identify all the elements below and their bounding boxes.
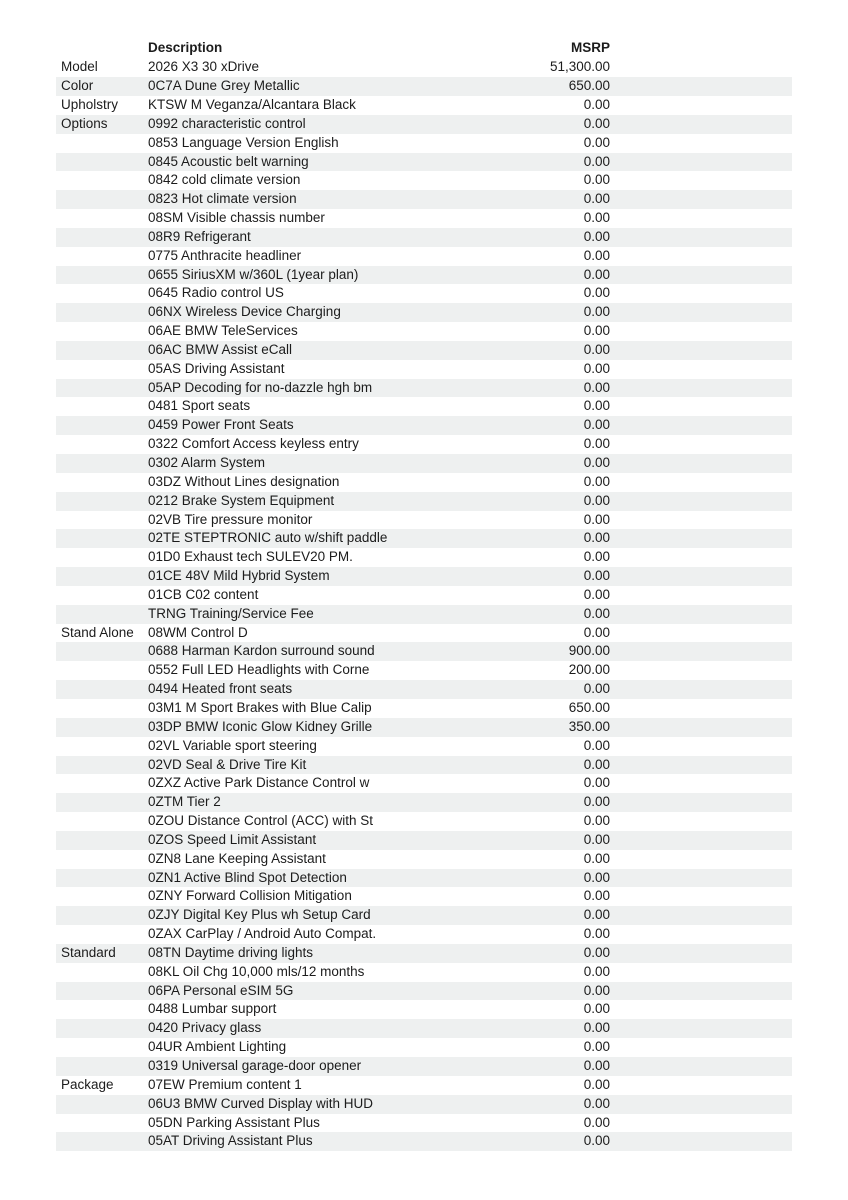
msrp-cell: 0.00	[583, 756, 610, 772]
table-row	[56, 548, 792, 567]
msrp-cell: 51,300.00	[549, 59, 610, 75]
table-row	[56, 360, 792, 379]
description-cell: 03DP BMW Iconic Glow Kidney Grille	[148, 718, 373, 734]
category-cell: Standard	[61, 944, 116, 960]
table-row	[56, 699, 792, 718]
description-cell: 0823 Hot climate version	[148, 191, 297, 207]
msrp-cell: 0.00	[583, 134, 610, 150]
msrp-cell: 0.00	[583, 492, 610, 508]
table-row	[56, 492, 792, 511]
description-cell: 06AC BMW Assist eCall	[148, 341, 293, 357]
msrp-cell: 0.00	[583, 360, 610, 376]
table-row	[56, 228, 792, 247]
msrp-cell: 0.00	[583, 888, 610, 904]
table-row	[56, 1019, 792, 1038]
msrp-cell: 0.00	[583, 398, 610, 414]
table-row	[56, 379, 792, 398]
msrp-cell: 650.00	[568, 699, 610, 715]
msrp-cell: 650.00	[568, 78, 610, 94]
category-cell: Model	[61, 59, 98, 75]
table-row	[56, 284, 792, 303]
description-cell: 08R9 Refrigerant	[148, 228, 251, 244]
description-cell: 0ZXZ Active Park Distance Control w	[148, 775, 370, 791]
description-cell: 02VD Seal & Drive Tire Kit	[148, 756, 307, 772]
msrp-cell: 0.00	[583, 813, 610, 829]
msrp-cell: 0.00	[583, 681, 610, 697]
header-description-cell: Description	[148, 40, 223, 56]
msrp-cell: 0.00	[583, 247, 610, 263]
description-cell: 0853 Language Version English	[148, 134, 339, 150]
table-row	[56, 982, 792, 1001]
msrp-cell: 0.00	[583, 794, 610, 810]
description-cell: 08TN Daytime driving lights	[148, 944, 314, 960]
description-cell: 06AE BMW TeleServices	[148, 323, 298, 339]
table-row	[56, 171, 792, 190]
description-cell: 04UR Ambient Lighting	[148, 1039, 287, 1055]
table-row	[56, 605, 792, 624]
msrp-cell: 0.00	[583, 473, 610, 489]
msrp-cell: 0.00	[583, 1020, 610, 1036]
description-cell: 06U3 BMW Curved Display with HUD	[148, 1095, 374, 1111]
table-row	[56, 529, 792, 548]
table-row	[56, 737, 792, 756]
msrp-cell: 0.00	[583, 1095, 610, 1111]
table-row	[56, 153, 792, 172]
table-row	[56, 661, 792, 680]
description-cell: 05AP Decoding for no-dazzle hgh bm	[148, 379, 373, 395]
table-row	[56, 266, 792, 285]
description-cell: 0ZOS Speed Limit Assistant	[148, 831, 317, 847]
table-row	[56, 209, 792, 228]
table-row	[56, 831, 792, 850]
description-cell: 0488 Lumbar support	[148, 1001, 277, 1017]
table-row	[56, 77, 792, 96]
header-msrp-cell: MSRP	[570, 40, 610, 56]
description-cell: 01D0 Exhaust tech SULEV20 PM.	[148, 549, 353, 565]
table-row	[56, 435, 792, 454]
msrp-cell: 0.00	[583, 115, 610, 131]
table-row	[56, 680, 792, 699]
category-cell: Package	[61, 1076, 114, 1092]
description-cell: 03M1 M Sport Brakes with Blue Calip	[148, 699, 372, 715]
description-cell: 0212 Brake System Equipment	[148, 492, 335, 508]
msrp-cell: 0.00	[583, 549, 610, 565]
msrp-cell: 350.00	[568, 718, 610, 734]
msrp-cell: 0.00	[583, 341, 610, 357]
msrp-cell: 0.00	[583, 1001, 610, 1017]
description-cell: 2026 X3 30 xDrive	[148, 59, 260, 75]
table-row	[56, 322, 792, 341]
description-cell: 03DZ Without Lines designation	[148, 473, 340, 489]
msrp-cell: 200.00	[568, 662, 610, 678]
msrp-cell: 0.00	[583, 1058, 610, 1074]
description-cell: 07EW Premium content 1	[148, 1076, 302, 1092]
table-body	[56, 58, 792, 1151]
msrp-cell: 0.00	[583, 586, 610, 602]
table-row	[56, 1038, 792, 1057]
description-cell: 0494 Heated front seats	[148, 681, 293, 697]
description-cell: 08KL Oil Chg 10,000 mls/12 months	[148, 963, 365, 979]
msrp-cell: 0.00	[583, 153, 610, 169]
msrp-cell: 0.00	[583, 850, 610, 866]
table-row	[56, 1095, 792, 1114]
msrp-cell: 0.00	[583, 869, 610, 885]
description-cell: 08WM Control D	[148, 624, 248, 640]
description-cell: 0319 Universal garage-door opener	[148, 1058, 362, 1074]
description-cell: 0ZNY Forward Collision Mitigation	[148, 888, 352, 904]
table-row	[56, 58, 792, 77]
description-cell: 0ZTM Tier 2	[148, 794, 221, 810]
msrp-cell: 0.00	[583, 511, 610, 527]
description-cell: 06NX Wireless Device Charging	[148, 304, 341, 320]
table-row	[56, 624, 792, 643]
description-cell: 0688 Harman Kardon surround sound	[148, 643, 375, 659]
msrp-cell: 0.00	[583, 228, 610, 244]
description-cell: 02VB Tire pressure monitor	[148, 511, 313, 527]
description-cell: 01CE 48V Mild Hybrid System	[148, 568, 330, 584]
description-cell: 0481 Sport seats	[148, 398, 251, 414]
msrp-cell: 0.00	[583, 982, 610, 998]
msrp-cell: 0.00	[583, 417, 610, 433]
description-cell: KTSW M Veganza/Alcantara Black	[148, 96, 356, 112]
table-row	[56, 96, 792, 115]
msrp-cell: 0.00	[583, 436, 610, 452]
description-cell: 0842 cold climate version	[148, 172, 301, 188]
description-cell: 0302 Alarm System	[148, 455, 266, 471]
table-row	[56, 1114, 792, 1133]
category-cell: Color	[61, 78, 94, 94]
table-row	[56, 906, 792, 925]
description-cell: 02VL Variable sport steering	[148, 737, 317, 753]
description-cell: 02TE STEPTRONIC auto w/shift paddle	[148, 530, 388, 546]
description-cell: 0ZN8 Lane Keeping Assistant	[148, 850, 326, 866]
table-row	[56, 944, 792, 963]
table-row	[56, 812, 792, 831]
msrp-cell: 0.00	[583, 926, 610, 942]
msrp-cell: 0.00	[583, 530, 610, 546]
description-cell: TRNG Training/Service Fee	[148, 605, 314, 621]
msrp-cell: 0.00	[583, 96, 610, 112]
description-cell: 0ZOU Distance Control (ACC) with St	[148, 813, 374, 829]
msrp-cell: 0.00	[583, 1133, 610, 1149]
table-row	[56, 887, 792, 906]
description-cell: 08SM Visible chassis number	[148, 210, 325, 226]
msrp-cell: 0.00	[583, 624, 610, 640]
msrp-cell: 0.00	[583, 1039, 610, 1055]
table-row	[56, 341, 792, 360]
table-row	[56, 586, 792, 605]
table-row	[56, 1076, 792, 1095]
msrp-cell: 0.00	[583, 737, 610, 753]
table-row	[56, 718, 792, 737]
table-row	[56, 756, 792, 775]
table-header-row	[56, 39, 792, 58]
table-row	[56, 869, 792, 888]
description-cell: 0459 Power Front Seats	[148, 417, 294, 433]
table-row	[56, 115, 792, 134]
msrp-cell: 0.00	[583, 210, 610, 226]
table-row	[56, 473, 792, 492]
table-row	[56, 511, 792, 530]
msrp-cell: 0.00	[583, 379, 610, 395]
table-row	[56, 416, 792, 435]
category-cell: Stand Alone	[61, 624, 134, 640]
table-row	[56, 397, 792, 416]
description-cell: 0322 Comfort Access keyless entry	[148, 436, 359, 452]
category-cell: Options	[61, 115, 108, 131]
table-row	[56, 1132, 792, 1151]
table-row	[56, 1057, 792, 1076]
category-cell: Upholstry	[61, 96, 119, 112]
description-cell: 0ZAX CarPlay / Android Auto Compat.	[148, 926, 377, 942]
msrp-cell: 0.00	[583, 605, 610, 621]
description-cell: 0ZN1 Active Blind Spot Detection	[148, 869, 347, 885]
description-cell: 0775 Anthracite headliner	[148, 247, 302, 263]
msrp-cell: 0.00	[583, 963, 610, 979]
description-cell: 05DN Parking Assistant Plus	[148, 1114, 320, 1130]
msrp-cell: 0.00	[583, 455, 610, 471]
msrp-cell: 0.00	[583, 831, 610, 847]
table-row	[56, 642, 792, 661]
table-row	[56, 1000, 792, 1019]
msrp-cell: 0.00	[583, 191, 610, 207]
table-row	[56, 567, 792, 586]
msrp-cell: 0.00	[583, 323, 610, 339]
msrp-cell: 0.00	[583, 172, 610, 188]
table-row	[56, 793, 792, 812]
table-row	[56, 190, 792, 209]
table-row	[56, 247, 792, 266]
table-row	[56, 134, 792, 153]
description-cell: 0645 Radio control US	[148, 285, 284, 301]
msrp-cell: 0.00	[583, 304, 610, 320]
msrp-cell: 0.00	[583, 1076, 610, 1092]
msrp-cell: 0.00	[583, 285, 610, 301]
description-cell: 0ZJY Digital Key Plus wh Setup Card	[148, 907, 371, 923]
description-cell: 0C7A Dune Grey Metallic	[148, 78, 300, 94]
msrp-cell: 0.00	[583, 1114, 610, 1130]
description-cell: 0845 Acoustic belt warning	[148, 153, 309, 169]
description-cell: 0552 Full LED Headlights with Corne	[148, 662, 370, 678]
description-cell: 05AT Driving Assistant Plus	[148, 1133, 313, 1149]
description-cell: 06PA Personal eSIM 5G	[148, 982, 294, 998]
table-row	[56, 850, 792, 869]
table-row	[56, 774, 792, 793]
table-row	[56, 963, 792, 982]
msrp-cell: 0.00	[583, 568, 610, 584]
description-cell: 05AS Driving Assistant	[148, 360, 285, 376]
table-row	[56, 454, 792, 473]
msrp-cell: 0.00	[583, 944, 610, 960]
msrp-cell: 0.00	[583, 266, 610, 282]
description-cell: 0655 SiriusXM w/360L (1year plan)	[148, 266, 359, 282]
msrp-cell: 900.00	[568, 643, 610, 659]
description-cell: 01CB C02 content	[148, 586, 259, 602]
table-row	[56, 303, 792, 322]
vehicle-pricing-table	[56, 39, 792, 1151]
description-cell: 0992 characteristic control	[148, 115, 306, 131]
msrp-cell: 0.00	[583, 907, 610, 923]
msrp-cell: 0.00	[583, 775, 610, 791]
table-row	[56, 925, 792, 944]
description-cell: 0420 Privacy glass	[148, 1020, 262, 1036]
